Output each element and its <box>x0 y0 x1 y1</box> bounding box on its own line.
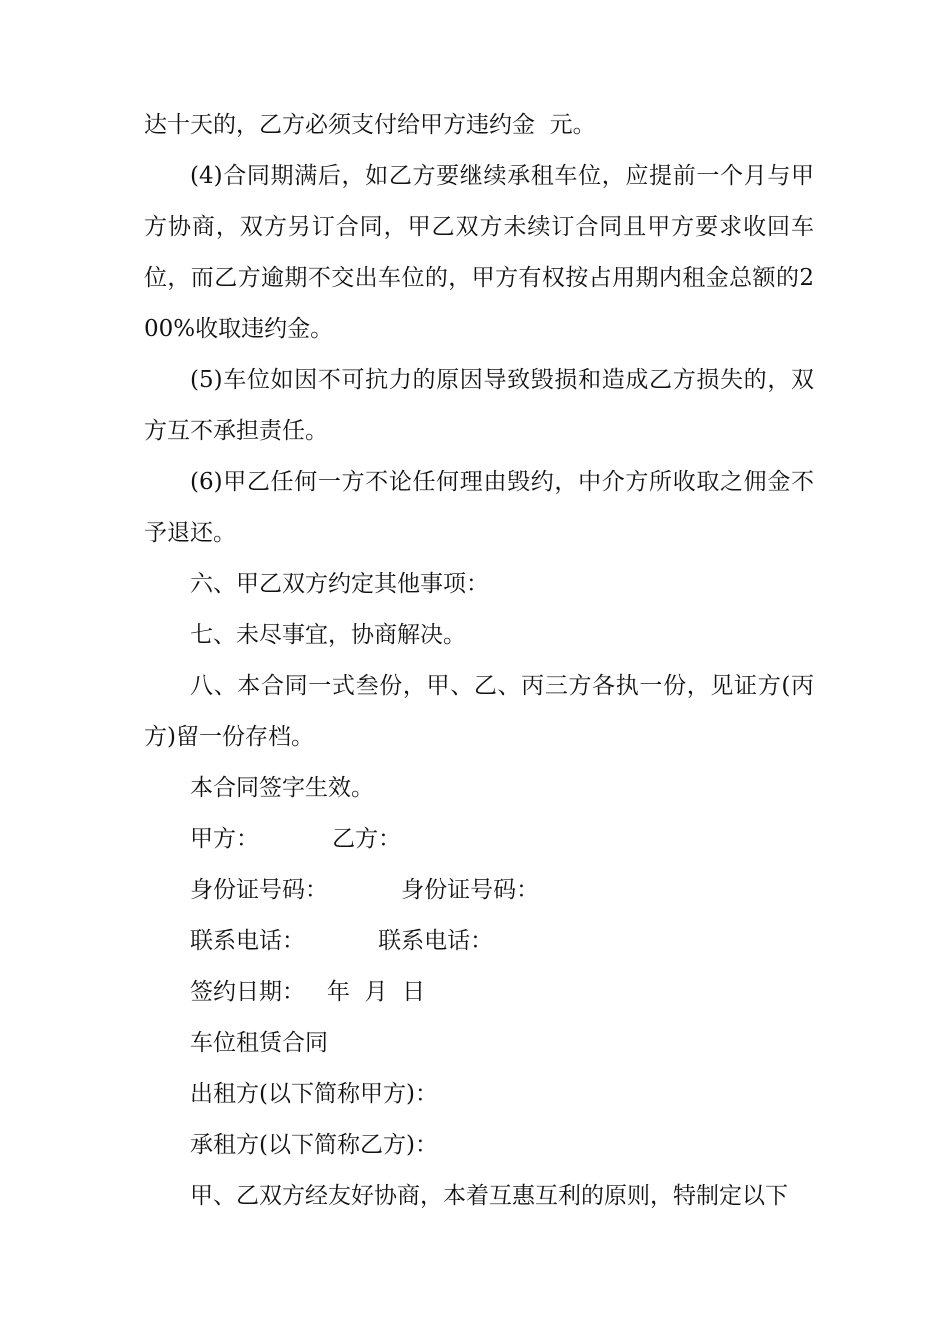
paragraph-clause-6-commission: (6)甲乙任何一方不论任何理由毁约，中介方所收取之佣金不予退还。 <box>144 469 814 546</box>
paragraph-effective-on-signing: 本合同签字生效。 <box>190 775 374 801</box>
paragraph-clause-4-renewal: (4)合同期满后，如乙方要继续承租车位，应提前一个月与甲方协商，双方另订合同，甲乙双方未续订合同且甲方要求收回车位，而乙方逾期不交出车位的，甲方有权按占用期内租金总额的200%收取违约金。 <box>144 163 814 342</box>
lessee-line: 承租方(以下简称乙方)： <box>190 1132 438 1158</box>
contract-text-body <box>144 100 814 1222</box>
paragraph-section-7-unresolved: 七、未尽事宜，协商解决。 <box>190 622 466 648</box>
paragraph-clause-5-force-majeure: (5)车位如因不可抗力的原因导致毁损和造成乙方损失的，双方互不承担责任。 <box>144 367 814 444</box>
contract-title: 车位租赁合同 <box>190 1030 328 1056</box>
signature-date-line: 签约日期： 年 月 日 <box>190 979 426 1005</box>
paragraph-section-8-copies: 八、本合同一式叁份，甲、乙、丙三方各执一份，见证方(丙方)留一份存档。 <box>144 673 814 750</box>
paragraph-preamble: 甲、乙双方经友好协商，本着互惠互利的原则，特制定以下 <box>190 1183 788 1209</box>
paragraph-section-6-other-matters: 六、甲乙双方约定其他事项： <box>190 571 489 597</box>
signature-id-number-line: 身份证号码： 身份证号码： <box>190 877 540 903</box>
signature-party-line: 甲方： 乙方： <box>190 826 402 852</box>
signature-phone-line: 联系电话： 联系电话： <box>190 928 494 954</box>
paragraph-penalty-ten-days: 达十天的，乙方必须支付给甲方违约金 元。 <box>144 112 596 138</box>
lessor-line: 出租方(以下简称甲方)： <box>190 1081 438 1107</box>
